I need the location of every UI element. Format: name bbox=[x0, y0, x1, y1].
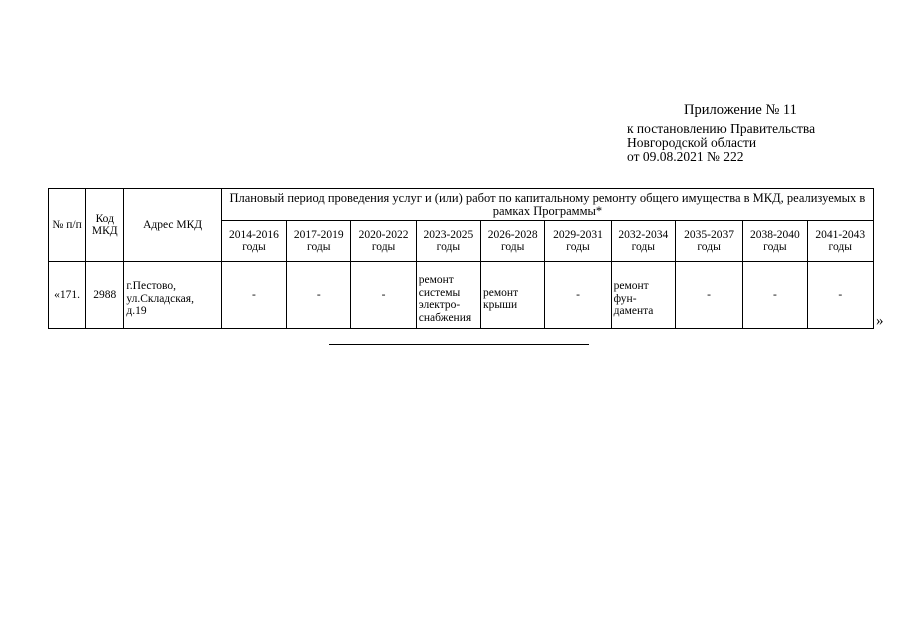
cell-period-7 bbox=[675, 262, 742, 329]
appendix-title: Приложение № 11 bbox=[684, 102, 797, 118]
period-years: 2035-2037 bbox=[684, 229, 735, 241]
header-period-1 bbox=[287, 221, 351, 262]
cell-num: «171. bbox=[49, 262, 86, 329]
cell-text: ремонт bbox=[483, 286, 519, 299]
address-line: ул.Складская, bbox=[126, 292, 194, 305]
period-years: 2038-2040 bbox=[749, 229, 800, 241]
cell-text: фун- bbox=[613, 292, 637, 305]
period-unit: годы bbox=[828, 241, 852, 253]
period-years: 2023-2025 bbox=[423, 229, 474, 241]
cell-text: электро- bbox=[418, 299, 461, 311]
header-num: № п/п bbox=[49, 189, 86, 262]
period-unit: годы bbox=[566, 241, 590, 253]
appendix-reference bbox=[627, 122, 815, 164]
footer-divider bbox=[329, 344, 589, 345]
cell-text: - bbox=[252, 289, 256, 301]
header-period-2 bbox=[351, 221, 416, 262]
cell-text: - bbox=[381, 289, 386, 301]
cell-period-0 bbox=[221, 262, 286, 329]
cell-text: - bbox=[838, 289, 843, 301]
cell-text: - bbox=[707, 289, 712, 301]
address-line: г.Пестово, bbox=[126, 280, 177, 293]
period-years: 2017-2019 bbox=[293, 229, 344, 241]
repair-schedule-table bbox=[48, 188, 874, 329]
cell-period-8 bbox=[743, 262, 807, 329]
cell-period-3 bbox=[416, 262, 480, 329]
period-years: 2032-2034 bbox=[618, 229, 669, 241]
period-years: 2014-2016 bbox=[229, 229, 279, 241]
cell-period-1 bbox=[287, 262, 351, 329]
period-unit: годы bbox=[763, 241, 787, 253]
cell-address bbox=[124, 262, 221, 329]
period-years: 2026-2028 bbox=[487, 229, 538, 241]
header-period-3 bbox=[416, 221, 480, 262]
header-address: Адрес МКД bbox=[124, 189, 221, 262]
reference-line-3: от 09.08.2021 № 222 bbox=[627, 149, 744, 164]
cell-period-9 bbox=[807, 262, 873, 329]
header-period-0 bbox=[221, 221, 286, 262]
period-unit: годы bbox=[371, 241, 396, 253]
cell-code: 2988 bbox=[86, 262, 124, 329]
period-unit: годы bbox=[436, 241, 461, 253]
period-unit: годы bbox=[307, 241, 331, 253]
header-period-5 bbox=[545, 221, 611, 262]
period-unit: годы bbox=[631, 241, 655, 253]
period-unit: годы bbox=[697, 241, 721, 253]
period-unit: годы bbox=[242, 241, 266, 253]
header-period-7 bbox=[675, 221, 742, 262]
reference-line-1: к постановлению Правительства bbox=[627, 121, 816, 136]
header-period-4 bbox=[481, 221, 545, 262]
period-years: 2041-2043 bbox=[815, 229, 866, 241]
cell-period-4 bbox=[481, 262, 545, 329]
cell-text: - bbox=[316, 289, 321, 301]
table-row bbox=[49, 262, 874, 329]
cell-text: ремонт bbox=[613, 280, 649, 293]
cell-text: дамента bbox=[613, 305, 654, 318]
header-period-9 bbox=[807, 221, 873, 262]
header-period-6 bbox=[611, 221, 675, 262]
header-code: Код МКД bbox=[86, 189, 124, 262]
period-years: 2029-2031 bbox=[553, 229, 603, 241]
reference-line-2: Новгородской области bbox=[627, 135, 757, 150]
cell-text: - bbox=[576, 289, 580, 301]
address-line: д.19 bbox=[126, 305, 147, 318]
cell-period-2 bbox=[351, 262, 416, 329]
cell-text: крыши bbox=[483, 299, 518, 311]
header-period-8 bbox=[743, 221, 807, 262]
period-unit: годы bbox=[500, 241, 525, 253]
cell-period-6 bbox=[611, 262, 675, 329]
cell-text: - bbox=[772, 289, 777, 301]
header-period: Плановый период проведения услуг и (или) работ по капитальному ремонту общего имущества в МКД, реализуемых в рамках Программы* bbox=[221, 189, 873, 221]
cell-text: ремонт bbox=[418, 274, 454, 286]
cell-period-5 bbox=[545, 262, 611, 329]
cell-text: системы bbox=[418, 286, 461, 299]
cell-text: снабжения bbox=[418, 311, 472, 324]
closing-quote: » bbox=[876, 313, 884, 329]
period-years: 2020-2022 bbox=[358, 229, 409, 241]
